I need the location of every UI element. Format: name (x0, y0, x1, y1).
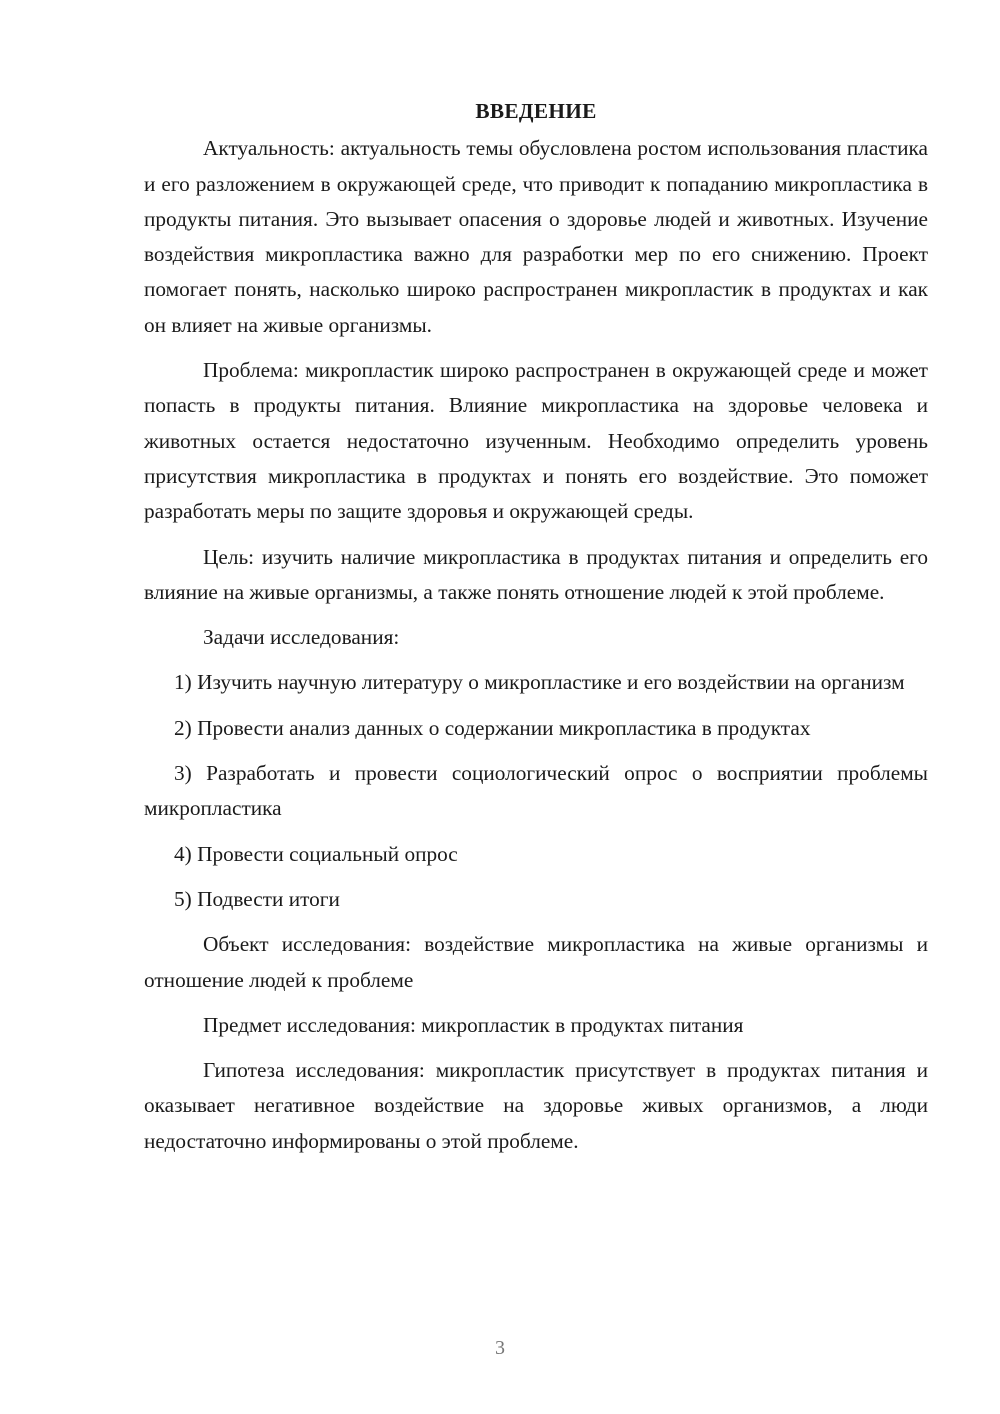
relevance-paragraph: Актуальность: актуальность темы обусловлена ростом использования пластика и его разложением в окружающей среде, что приводит к попаданию микропластика в продукты питания. Это вызывает опасения о здоровье людей и животных. Изучение воздействия микропластика важно для разработки мер по его снижению. Проект помогает понять, насколько широко распространен микропластик в продуктах и как он влияет на живые организмы. (144, 136, 928, 337)
section-title: ВВЕДЕНИЕ (475, 99, 597, 123)
hypothesis-paragraph: Гипотеза исследования: микропластик присутствует в продуктах питания и оказывает негативное воздействие на здоровье живых организмов, а люди недостаточно информированы о этой проблеме. (144, 1058, 928, 1153)
task-item: 3) Разработать и провести социологический опрос о восприятии проблемы микропластика (144, 761, 928, 821)
task-item: 2) Провести анализ данных о содержании микропластика в продуктах (174, 715, 811, 740)
research-subject-paragraph: Предмет исследования: микропластик в продуктах питания (203, 1012, 744, 1037)
task-item: 4) Провести социальный опрос (174, 841, 458, 866)
goal-paragraph: Цель: изучить наличие микропластика в продуктах питания и определить его влияние на живые организмы, а также понять отношение людей к этой проблеме. (144, 544, 928, 604)
research-object-paragraph: Объект исследования: воздействие микропластика на живые организмы и отношение людей к проблеме (144, 932, 928, 992)
page-number: 3 (495, 1337, 505, 1359)
problem-paragraph: Проблема: микропластик широко распространен в окружающей среде и может попасть в продукты питания. Влияние микропластика на здоровье человека и животных остается недостаточно изученным. Необходимо определить уровень присутствия микропластика в продуктах и понять его воздействие. Это поможет разработать меры по защите здоровья и окружающей среды. (144, 358, 928, 524)
task-item: 5) Подвести итоги (174, 886, 340, 911)
task-item: 1) Изучить научную литературу о микропластике и его воздействии на организм (174, 670, 905, 695)
tasks-heading: Задачи исследования: (203, 625, 400, 650)
page-content (144, 94, 928, 1169)
